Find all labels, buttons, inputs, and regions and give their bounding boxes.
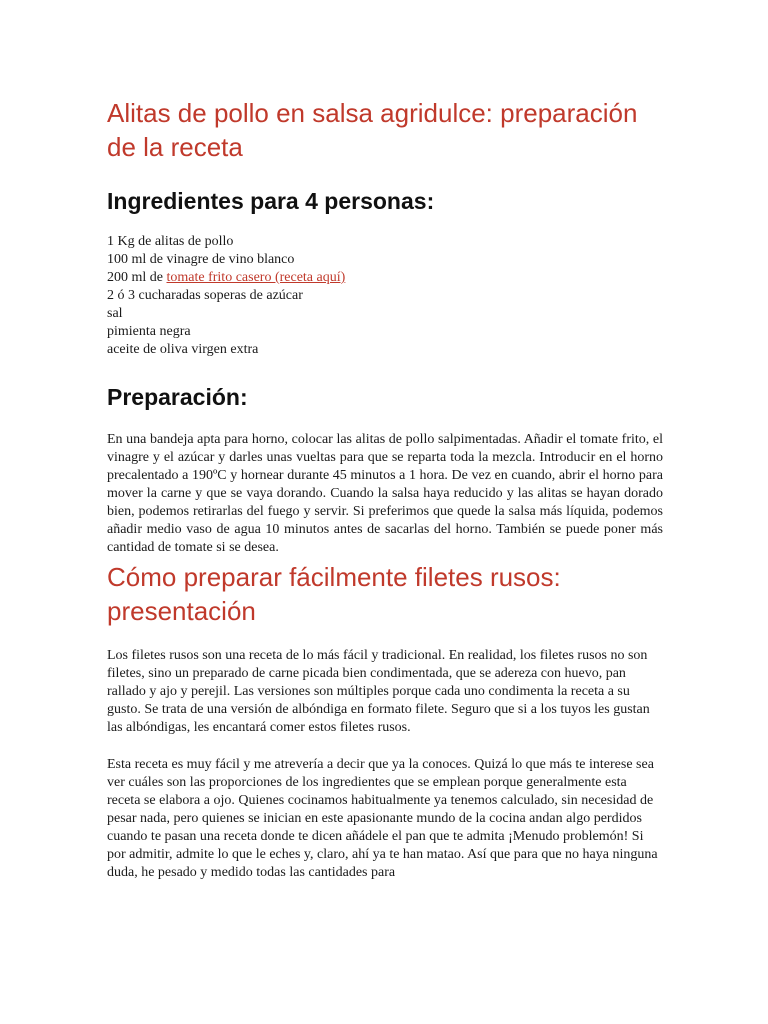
ingredient-text: 100 ml de vinagre de vino blanco (107, 252, 295, 267)
ingredient-text: 200 ml de (107, 270, 167, 285)
recipe-title-filetes-rusos: Cómo preparar fácilmente filetes rusos: presentación (107, 562, 561, 626)
ingredient-item (107, 305, 663, 323)
ingredient-text: aceite de oliva virgen extra (107, 342, 259, 357)
ingredient-text: 2 ó 3 cucharadas soperas de azúcar (107, 288, 303, 303)
intro-paragraph: Los filetes rusos son una receta de lo más fácil y tradicional. En realidad, los filetes rusos no son filetes, sino un preparado de carne picada bien condimentada, que se adereza con huevo, pan rallado y ajo y perejil. Las versiones son múltiples porque cada uno condimenta la receta a su gusto. Se trata de una versión de albóndiga en formato filete. Seguro que si a los tuyos les gustan las albóndigas, les encantará comer estos filetes rusos. (107, 648, 650, 735)
ingredient-item (107, 341, 663, 359)
document-content (107, 96, 663, 882)
preparation-heading: Preparación: (107, 384, 248, 410)
ingredient-item (107, 287, 663, 305)
ingredient-item (107, 233, 663, 251)
ingredient-item (107, 269, 663, 287)
ingredients-list (107, 233, 663, 359)
recipe-title-alitas: Alitas de pollo en salsa agridulce: preparación de la receta (107, 98, 638, 162)
ingredient-text: pimienta negra (107, 324, 191, 339)
ingredient-text: 1 Kg de alitas de pollo (107, 234, 234, 249)
ingredient-item (107, 323, 663, 341)
ingredient-text: sal (107, 306, 123, 321)
body-paragraph: Esta receta es muy fácil y me atrevería a decir que ya la conoces. Quizá lo que más te interese sea ver cuáles son las proporciones de los ingredientes que se emplean porque generalmente esta receta se elabora a ojo. Quienes cocinamos habitualmente ya tenemos calculado, sin necesidad de pesar nada, pero quienes se inician en este apasionante mundo de la cocina andan algo perdidos cuando te pasan una receta donde te dicen añádele el pan que te admita ¡Menudo problemón! Si por admitir, admite lo que le eches y, claro, ahí ya te han matao. Así que para que no haya ninguna duda, he pesado y medido todas las cantidades para (107, 757, 658, 880)
ingredients-heading: Ingredientes para 4 personas: (107, 188, 435, 214)
preparation-paragraph: En una bandeja apta para horno, colocar las alitas de pollo salpimentadas. Añadir el tomate frito, el vinagre y el azúcar y darles unas vueltas para que se reparta toda la mezcla. Introducir en el horno precalentado a 190ºC y hornear durante 45 minutos a 1 hora. De vez en cuando, abrir el horno para mover la carne y que se vaya dorando. Cuando la salsa haya reducido y las alitas se hayan dorado bien, podemos retirarlas del fuego y servir. Si preferimos que quede la salsa más líquida, podemos añadir medio vaso de agua 10 minutos antes de sacarlas del horno. También se puede poner más cantidad de tomate si se desea. (107, 432, 663, 555)
tomate-frito-recipe-link[interactable]: tomate frito casero (receta aquí) (166, 270, 346, 285)
ingredient-item (107, 251, 663, 269)
